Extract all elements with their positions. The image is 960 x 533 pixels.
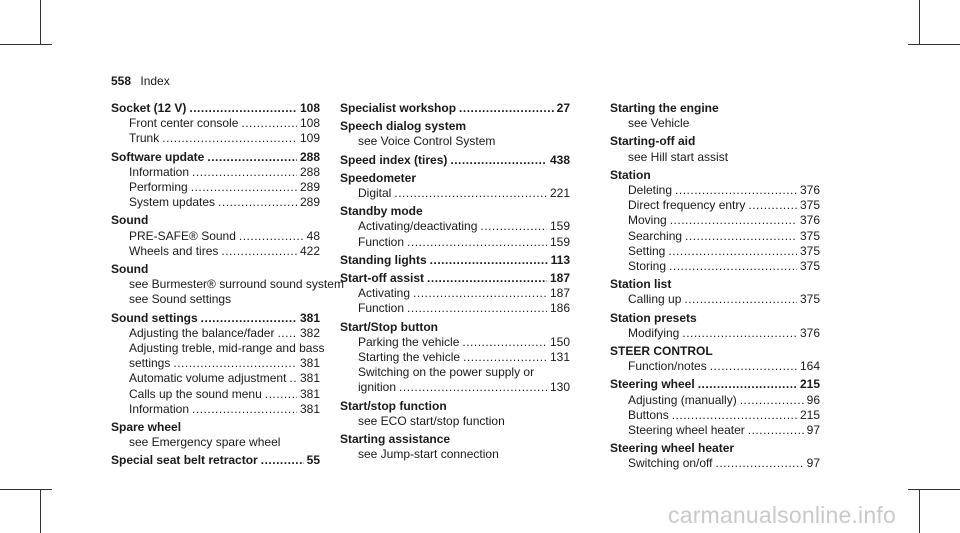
index-entry xyxy=(610,344,820,374)
heading-text: Spare wheel xyxy=(111,420,182,435)
page-ref[interactable]: 289 xyxy=(299,195,320,210)
subentry-text: Function xyxy=(358,301,405,316)
index-subentry xyxy=(340,219,570,234)
subentry-text: System updates xyxy=(129,195,216,210)
crop-mark xyxy=(908,489,960,490)
subentry-text: Adjusting treble, mid-range and bass xyxy=(129,341,325,356)
subentry-text: see Sound settings xyxy=(129,292,232,307)
page-ref[interactable]: 150 xyxy=(549,334,570,349)
page-ref[interactable]: 187 xyxy=(549,271,570,286)
index-heading xyxy=(340,271,570,286)
index-entry xyxy=(610,311,820,341)
leader-dots xyxy=(672,408,797,423)
index-heading xyxy=(340,432,570,447)
page-ref[interactable]: 130 xyxy=(549,380,570,395)
index-subentry xyxy=(610,198,820,213)
index-subentry xyxy=(111,229,320,244)
heading-text: Speedometer xyxy=(340,170,417,185)
page-ref[interactable]: 289 xyxy=(299,180,320,195)
subentry-text: see Hill start assist xyxy=(628,149,729,164)
leader-dots xyxy=(669,259,797,274)
heading-text: Software update xyxy=(111,149,205,164)
index-column-3 xyxy=(610,101,820,475)
page-ref[interactable]: 288 xyxy=(299,149,320,164)
leader-dots xyxy=(413,286,547,301)
index-heading xyxy=(340,171,570,186)
leader-dots xyxy=(430,253,548,268)
index-entry xyxy=(340,271,570,317)
leader-dots xyxy=(289,371,297,386)
leader-dots xyxy=(261,453,304,468)
index-subentry xyxy=(111,371,320,386)
index-subentry xyxy=(610,259,820,274)
index-heading xyxy=(610,168,820,183)
index-subentry xyxy=(340,286,570,301)
index-heading xyxy=(111,213,320,228)
index-heading xyxy=(111,101,320,116)
leader-dots xyxy=(239,229,304,244)
index-subentry xyxy=(111,356,320,371)
subentry-text: Adjusting (manually) xyxy=(628,392,737,407)
page-ref[interactable]: 221 xyxy=(549,186,570,201)
subentry-text: Buttons xyxy=(628,407,669,422)
index-entry xyxy=(111,262,344,308)
index-heading xyxy=(610,441,820,456)
subentry-text: Trunk xyxy=(129,131,160,146)
index-entry xyxy=(111,101,320,147)
heading-text: Speech dialog system xyxy=(340,119,467,134)
subentry-text: Direct frequency entry xyxy=(628,198,746,213)
subentry-text: Storing xyxy=(628,259,667,274)
leader-dots xyxy=(698,377,797,392)
index-subentry xyxy=(610,116,820,131)
leader-dots xyxy=(407,235,547,250)
index-heading xyxy=(111,262,320,277)
leader-dots xyxy=(668,244,797,259)
subentry-text: Setting xyxy=(628,243,666,258)
leader-dots xyxy=(241,116,297,131)
leader-dots xyxy=(459,101,554,116)
page-ref[interactable]: 381 xyxy=(299,371,320,386)
subentry-text: Steering wheel heater xyxy=(628,423,745,438)
subentry-text: see Emergency spare wheel xyxy=(129,435,281,450)
index-subentry xyxy=(111,402,320,417)
leader-dots xyxy=(201,311,297,326)
leader-dots xyxy=(189,101,297,116)
index-entry xyxy=(340,101,570,116)
index-entry xyxy=(340,204,570,250)
crop-mark xyxy=(40,0,41,45)
page-ref[interactable]: 108 xyxy=(299,101,320,115)
heading-text: Standing lights xyxy=(340,252,427,267)
index-entry xyxy=(340,253,570,268)
index-subentry xyxy=(111,277,344,292)
leader-dots xyxy=(748,198,797,213)
leader-dots xyxy=(265,387,297,402)
heading-text: Sound xyxy=(111,213,149,228)
page-ref[interactable]: 381 xyxy=(299,356,320,371)
heading-text: Start/stop function xyxy=(340,398,447,413)
leader-dots xyxy=(716,456,804,471)
crop-mark xyxy=(919,0,920,45)
index-entry xyxy=(610,134,820,164)
page-ref[interactable]: 109 xyxy=(299,131,320,146)
index-entry xyxy=(111,150,320,211)
subentry-text: Modifying xyxy=(628,325,680,340)
page-ref[interactable]: 113 xyxy=(550,252,570,267)
leader-dots xyxy=(684,292,797,307)
leader-dots xyxy=(748,423,804,438)
leader-dots xyxy=(450,153,547,168)
index-entry xyxy=(340,171,570,201)
heading-text: Station list xyxy=(610,277,672,292)
page-ref[interactable]: 376 xyxy=(799,325,820,340)
subentry-text: PRE-SAFE® Sound xyxy=(129,228,236,243)
subentry-text: Information xyxy=(129,164,190,179)
heading-text: Steering wheel heater xyxy=(610,441,735,456)
leader-dots xyxy=(682,326,797,341)
leader-dots xyxy=(710,359,797,374)
page-ref[interactable]: 215 xyxy=(799,377,820,392)
subentry-text: Parking the vehicle xyxy=(358,334,460,349)
index-entry xyxy=(610,441,820,471)
index-heading xyxy=(111,311,320,326)
index-entry xyxy=(111,420,320,450)
page-ref[interactable]: 375 xyxy=(799,198,820,213)
leader-dots xyxy=(162,131,297,146)
index-column-1 xyxy=(111,101,344,472)
heading-text: Specialist workshop xyxy=(340,101,457,115)
index-subentry xyxy=(610,408,820,423)
subentry-text: Digital xyxy=(358,186,392,201)
index-entry xyxy=(111,310,325,417)
page-ref[interactable]: 288 xyxy=(299,164,320,179)
page-ref[interactable]: 375 xyxy=(799,228,820,243)
page-ref[interactable]: 131 xyxy=(549,350,570,365)
index-entry xyxy=(111,213,320,259)
page-ref[interactable]: 381 xyxy=(299,401,320,416)
leader-dots xyxy=(191,180,297,195)
index-heading xyxy=(111,150,320,165)
index-entry xyxy=(610,277,820,307)
page-ref[interactable]: 55 xyxy=(306,453,320,468)
index-heading xyxy=(340,153,570,168)
index-subentry xyxy=(111,116,320,131)
leader-dots xyxy=(192,165,297,180)
index-entry xyxy=(340,153,570,168)
index-subentry xyxy=(610,423,820,438)
index-entry xyxy=(610,377,820,438)
index-subentry xyxy=(340,235,570,250)
page-ref[interactable]: 97 xyxy=(806,423,820,438)
subentry-text: see ECO start/stop function xyxy=(358,413,505,428)
subentry-text: settings xyxy=(129,356,171,371)
subentry-text: Automatic volume adjustment xyxy=(129,371,287,386)
leader-dots xyxy=(463,350,547,365)
index-heading xyxy=(340,119,570,134)
index-entry xyxy=(610,101,820,131)
page-ref[interactable]: 375 xyxy=(799,292,820,307)
subentry-text: Wheels and tires xyxy=(129,243,219,258)
index-heading xyxy=(610,377,820,392)
heading-text: Special seat belt retractor xyxy=(111,453,258,468)
index-subentry xyxy=(610,326,820,341)
index-subentry xyxy=(340,335,570,350)
crop-mark xyxy=(919,489,920,533)
index-subentry xyxy=(610,244,820,259)
subentry-text: see Voice Control System xyxy=(358,134,496,149)
heading-text: Sound settings xyxy=(111,310,198,325)
section-title: Index xyxy=(140,74,170,88)
subentry-text: see Jump-start connection xyxy=(358,447,499,462)
page-ref[interactable]: 381 xyxy=(299,386,320,401)
leader-dots xyxy=(192,402,297,417)
page-ref[interactable]: 376 xyxy=(799,213,820,228)
leader-dots xyxy=(670,213,797,228)
heading-text: Station xyxy=(610,167,651,182)
heading-text: Standby mode xyxy=(340,204,423,219)
page-number: 558 xyxy=(111,74,132,88)
index-subentry xyxy=(111,244,320,259)
leader-dots xyxy=(277,326,297,341)
index-entry xyxy=(340,119,570,149)
watermark: carmanualsonline.info xyxy=(668,502,896,528)
page-ref[interactable]: 382 xyxy=(299,325,320,340)
crop-mark xyxy=(0,44,52,45)
leader-dots xyxy=(173,356,297,371)
page-ref[interactable]: 159 xyxy=(549,234,570,249)
heading-text: Starting assistance xyxy=(340,432,451,447)
leader-dots xyxy=(480,219,547,234)
subentry-text: Switching on the power supply or xyxy=(358,365,535,380)
index-heading xyxy=(340,204,570,219)
index-subentry xyxy=(340,186,570,201)
leader-dots xyxy=(399,380,547,395)
index-entry xyxy=(340,399,570,429)
heading-text: Speed index (tires) xyxy=(340,152,448,167)
subentry-text: Calling up xyxy=(628,292,682,307)
page-ref[interactable]: 422 xyxy=(299,243,320,258)
subentry-text: ignition xyxy=(358,380,397,395)
leader-dots xyxy=(462,335,547,350)
subentry-text: Function/notes xyxy=(628,359,707,374)
page-ref[interactable]: 48 xyxy=(306,228,320,243)
index-entry xyxy=(610,168,820,274)
leader-dots xyxy=(394,186,547,201)
index-subentry xyxy=(610,359,820,374)
page-ref[interactable]: 187 xyxy=(549,286,570,301)
index-subentry xyxy=(340,134,570,149)
heading-text: Starting the engine xyxy=(610,101,719,115)
subentry-text: see Vehicle xyxy=(628,116,690,131)
index-subentry xyxy=(610,150,820,165)
page-ref[interactable]: 215 xyxy=(799,407,820,422)
index-subentry xyxy=(111,326,320,341)
index-heading xyxy=(111,453,320,468)
subentry-text: Activating xyxy=(358,286,411,301)
page-ref[interactable]: 375 xyxy=(799,243,820,258)
index-heading xyxy=(340,253,570,268)
page-ref[interactable]: 381 xyxy=(299,310,320,325)
subentry-text: Front center console xyxy=(129,116,239,131)
crop-mark xyxy=(908,44,960,45)
page-ref[interactable]: 164 xyxy=(799,359,820,374)
heading-text: Socket (12 V) xyxy=(111,101,187,115)
page-ref[interactable]: 27 xyxy=(556,101,570,115)
page-ref[interactable]: 108 xyxy=(299,116,320,131)
index-subentry xyxy=(111,387,320,402)
subentry-text: Deleting xyxy=(628,183,673,198)
subentry-text: Performing xyxy=(129,180,188,195)
subentry-text: see Burmester® surround sound system xyxy=(129,277,344,292)
index-subentry xyxy=(111,195,320,210)
subentry-text: Calls up the sound menu xyxy=(129,386,262,401)
heading-text: Sound xyxy=(111,262,149,277)
index-subentry xyxy=(111,435,320,450)
subentry-text: Switching on/off xyxy=(628,456,713,471)
heading-text: STEER CONTROL xyxy=(610,344,713,359)
index-subentry xyxy=(111,131,320,146)
page-header xyxy=(111,74,170,88)
index-column-2 xyxy=(340,101,570,465)
heading-text: Start/Stop button xyxy=(340,319,438,334)
index-subentry xyxy=(340,447,570,462)
subentry-text: Searching xyxy=(628,228,683,243)
leader-dots xyxy=(218,195,297,210)
index-subentry xyxy=(111,292,320,307)
page-ref[interactable]: 97 xyxy=(806,456,820,471)
heading-text: Steering wheel xyxy=(610,377,695,392)
index-subentry xyxy=(610,229,820,244)
leader-dots xyxy=(685,229,797,244)
page-ref[interactable]: 375 xyxy=(799,259,820,274)
leader-dots xyxy=(221,244,297,259)
index-subentry xyxy=(610,183,820,198)
index-subentry xyxy=(340,380,570,395)
index-heading xyxy=(340,101,570,116)
subentry-text: Function xyxy=(358,234,405,249)
subentry-text: Starting the vehicle xyxy=(358,350,461,365)
subentry-text: Adjusting the balance/fader xyxy=(129,325,275,340)
subentry-text: Information xyxy=(129,401,190,416)
index-heading xyxy=(340,399,570,414)
index-subentry xyxy=(111,165,320,180)
leader-dots xyxy=(407,301,547,316)
index-heading xyxy=(610,344,820,359)
index-entry xyxy=(111,453,320,468)
page-ref[interactable]: 438 xyxy=(549,152,570,167)
index-heading xyxy=(610,277,820,292)
index-heading xyxy=(111,420,320,435)
page-ref[interactable]: 159 xyxy=(549,219,570,234)
page-ref[interactable]: 376 xyxy=(799,183,820,198)
index-subentry xyxy=(340,350,570,365)
page-ref[interactable]: 96 xyxy=(806,392,820,407)
index-entry xyxy=(340,432,570,462)
heading-text: Starting-off aid xyxy=(610,134,696,149)
heading-text: Start-off assist xyxy=(340,271,425,286)
index-subentry xyxy=(610,213,820,228)
leader-dots xyxy=(427,271,547,286)
leader-dots xyxy=(740,393,804,408)
subentry-text: Activating/deactivating xyxy=(358,219,478,234)
index-heading xyxy=(610,101,820,116)
page-ref[interactable]: 186 xyxy=(549,301,570,316)
index-subentry xyxy=(610,456,820,471)
leader-dots xyxy=(675,183,797,198)
index-subentry xyxy=(610,292,820,307)
index-heading xyxy=(610,311,820,326)
index-heading xyxy=(340,320,570,335)
index-heading xyxy=(610,134,820,149)
subentry-text: Moving xyxy=(628,213,667,228)
index-entry xyxy=(340,320,570,396)
heading-text: Station presets xyxy=(610,310,697,325)
index-subentry xyxy=(340,301,570,316)
index-subentry xyxy=(340,414,570,429)
crop-mark xyxy=(40,489,41,533)
crop-mark xyxy=(0,489,52,490)
index-subentry xyxy=(610,393,820,408)
leader-dots xyxy=(207,150,297,165)
index-subentry xyxy=(111,180,320,195)
